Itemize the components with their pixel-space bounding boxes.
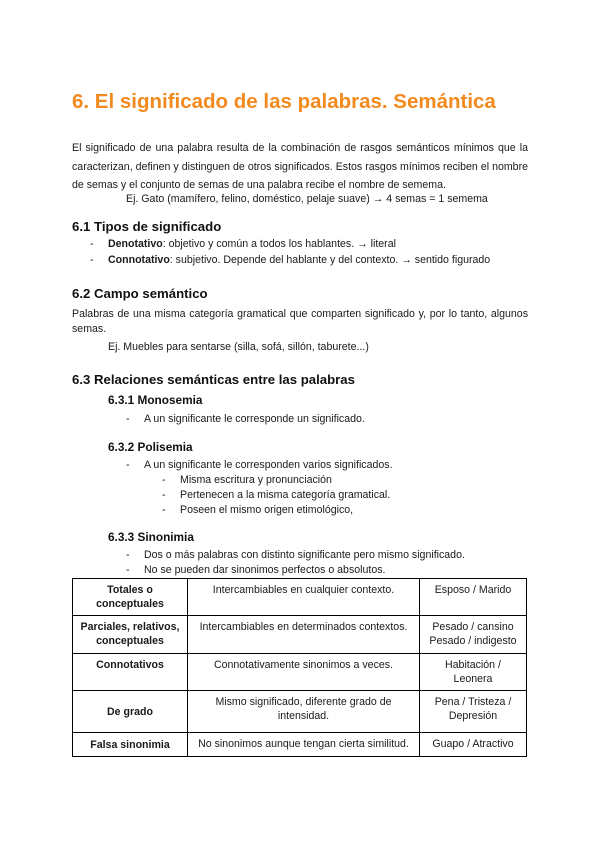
subsection-heading-sinonimia: 6.3.3 Sinonimia (108, 530, 194, 544)
campo-semantico-example: Ej. Muebles para sentarse (silla, sofá, sillón, taburete...) (108, 341, 369, 353)
subsection-heading-monosemia: 6.3.1 Monosemia (108, 393, 203, 407)
bullet-dash: - (162, 474, 166, 486)
term-description: : objetivo y común a todos los hablantes. → literal (162, 238, 396, 250)
bullet-dash: - (90, 238, 94, 250)
intro-example: Ej. Gato (mamífero, felino, doméstico, pelaje suave) → 4 semas = 1 semema (126, 193, 488, 205)
table-cell-type: De grado (73, 691, 188, 733)
list-item-text: A un significante le corresponden varios significados. (144, 459, 393, 471)
table-cell-type: Connotativos (73, 654, 188, 691)
table-cell-type: Parciales, relativos, conceptuales (73, 616, 188, 654)
term-description: : subjetivo. Depende del hablante y del contexto. → sentido figurado (169, 254, 491, 266)
section-heading-6-1: 6.1 Tipos de significado (72, 219, 222, 234)
term-denotativo: Denotativo (108, 238, 163, 250)
term-connotativo: Connotativo (108, 254, 170, 266)
table-cell-example: Esposo / Marido (420, 579, 527, 616)
page-title: 6. El significado de las palabras. Semántica (72, 90, 496, 113)
table-cell-description: Connotativamente sinonimos a veces. (188, 654, 420, 691)
section-heading-6-3: 6.3 Relaciones semánticas entre las palabras (72, 372, 355, 387)
list-item-text: Misma escritura y pronunciación (180, 474, 332, 486)
bullet-dash: - (126, 564, 130, 576)
bullet-dash: - (90, 254, 94, 266)
table-row (73, 616, 527, 654)
table-row (73, 654, 527, 691)
sub-list-item (162, 487, 390, 503)
list-item-text: Poseen el mismo origen etimológico, (180, 504, 354, 516)
list-item (126, 411, 365, 427)
bullet-dash: - (126, 413, 130, 425)
list-item (126, 547, 465, 563)
section-heading-6-2: 6.2 Campo semántico (72, 286, 208, 301)
list-item (90, 236, 396, 252)
list-item (90, 252, 490, 268)
table-cell-type: Falsa sinonimia (73, 733, 188, 757)
bullet-dash: - (162, 504, 166, 516)
table-cell-description: Mismo significado, diferente grado de intensidad. (188, 691, 420, 733)
list-item-text: Dos o más palabras con distinto significante pero mismo significado. (144, 549, 465, 561)
table-cell-type: Totales o conceptuales (73, 579, 188, 616)
table-cell-description: Intercambiables en cualquier contexto. (188, 579, 420, 616)
table-cell-description: Intercambiables en determinados contextos. (188, 616, 420, 654)
table-row (73, 579, 527, 616)
table-cell-description: No sinonimos aunque tengan cierta similitud. (188, 733, 420, 757)
sub-list-item (162, 472, 332, 488)
table-cell-example: Guapo / Atractivo (420, 733, 527, 757)
sinonimia-table (72, 578, 527, 757)
list-item-text: No se pueden dar sinonimos perfectos o absolutos. (144, 564, 386, 576)
intro-paragraph: El significado de una palabra resulta de la combinación de rasgos semánticos mínimos que la caracterizan, definen y distinguen de otros significados. Estos rasgos mínimos reciben el nombre de semas y el conjunto de semas de una palabra recibe el nombre de semema. (72, 142, 528, 191)
table-cell-example: Pena / Tristeza / Depresión (420, 691, 527, 733)
table-row (73, 733, 527, 757)
bullet-dash: - (126, 549, 130, 561)
list-item-text: Pertenecen a la misma categoría gramatical. (180, 489, 391, 501)
list-item (126, 457, 393, 473)
subsection-heading-polisemia: 6.3.2 Polisemia (108, 440, 193, 454)
sub-list-item (162, 502, 353, 518)
bullet-dash: - (126, 459, 130, 471)
table-cell-example: Habitación / Leonera (420, 654, 527, 691)
bullet-dash: - (162, 489, 166, 501)
table-cell-example: Pesado / cansino Pesado / indigesto (420, 616, 527, 654)
list-item (126, 562, 385, 578)
list-item-text: A un significante le corresponde un significado. (144, 413, 365, 425)
campo-semantico-paragraph: Palabras de una misma categoría gramatical que comparten significado y, por lo tanto, algunos semas. (72, 308, 528, 335)
table-row (73, 691, 527, 733)
